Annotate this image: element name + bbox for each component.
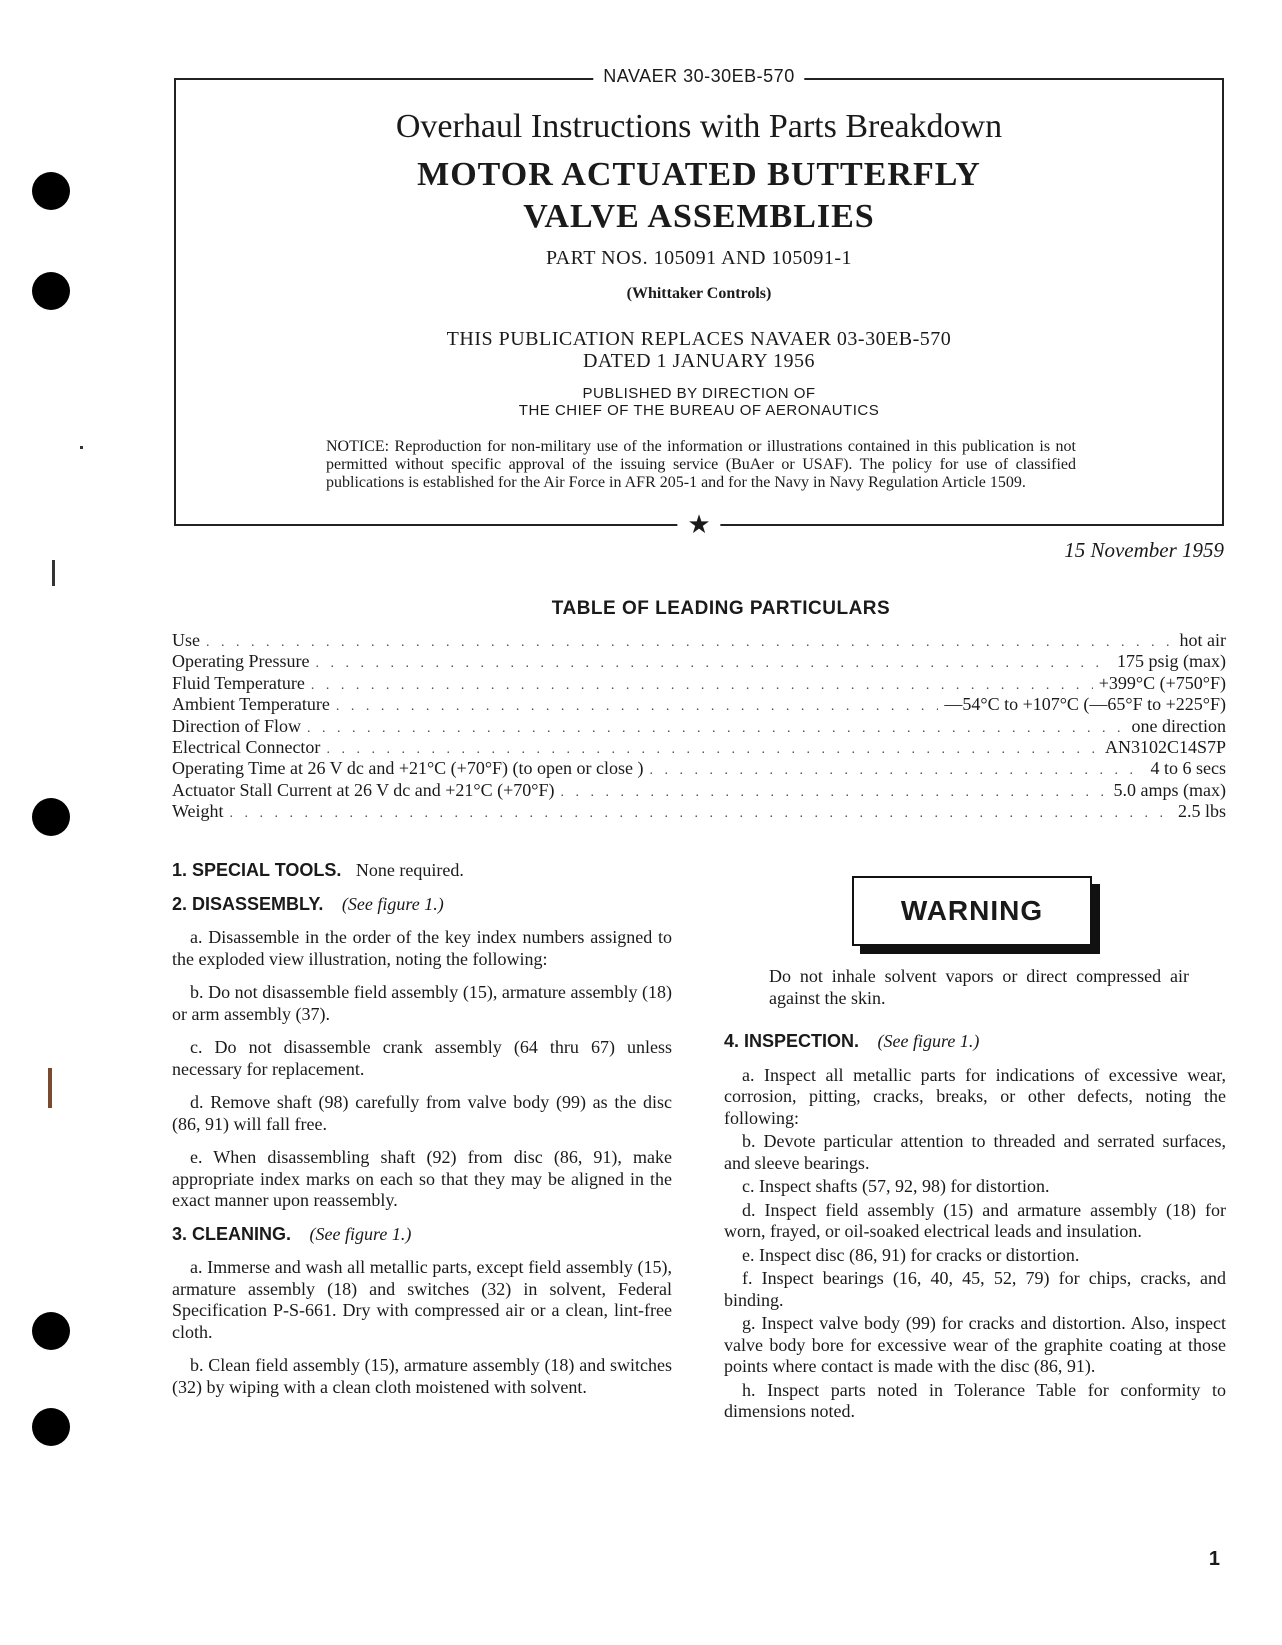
section-special-tools <box>172 860 672 882</box>
row-value: 2.5 lbs <box>1177 801 1226 822</box>
row-value: AN3102C14S7P <box>1104 736 1226 757</box>
row-label: Ambient Temperature <box>172 694 330 715</box>
publication-date: 15 November 1959 <box>1064 538 1224 562</box>
leading-particulars-table <box>172 630 1226 823</box>
document-title: Overhaul Instructions with Parts Breakdown <box>395 108 1003 145</box>
section-heading: 2. DISASSEMBLY. <box>172 893 324 914</box>
row-value: +399°C (+750°F) <box>1098 672 1226 693</box>
warning-label: WARNING <box>900 895 1044 926</box>
section-inspection <box>724 1031 1226 1053</box>
star-icon: ★ <box>677 510 720 540</box>
paragraph: c. Inspect shafts (57, 92, 98) for distortion. <box>742 1176 1050 1196</box>
dot-leader <box>649 760 1144 781</box>
row-label: Operating Pressure <box>172 651 310 672</box>
left-column <box>172 860 672 1410</box>
paragraph: a. Inspect all metallic parts for indications of excessive wear, corrosion, pitting, cracks, breaks, or other defects, noting the following: <box>724 1064 1226 1128</box>
figure-reference: (See figure 1.) <box>877 1031 980 1051</box>
dot-leader <box>307 718 1126 739</box>
figure-reference: (See figure 1.) <box>341 893 444 914</box>
replacement-notice-line-1: THIS PUBLICATION REPLACES NAVAER 03-30EB-570 <box>446 328 952 350</box>
paragraph: f. Inspect bearings (16, 40, 45, 52, 79) for chips, cracks, and binding. <box>724 1268 1226 1310</box>
dot-leader <box>230 803 1172 824</box>
title-block <box>174 66 1224 539</box>
dot-leader <box>336 696 939 717</box>
manufacturer: (Whittaker Controls) <box>626 285 772 302</box>
leading-particulars-title: TABLE OF LEADING PARTICULARS <box>551 598 891 619</box>
part-numbers: PART NOS. 105091 AND 105091-1 <box>545 247 853 269</box>
row-value: 175 psig (max) <box>1117 651 1226 672</box>
paragraph: a. Immerse and wash all metallic parts, except field assembly (15), armature assembly (18) and switches (32) in solvent, Federal Specification P-S-661. Dry with compressed air or a clean, lint-free cloth. <box>172 1257 672 1342</box>
paragraph: d. Inspect field assembly (15) and armature assembly (18) for worn, frayed, or oil-soaked electrical leads and insulation. <box>724 1199 1226 1241</box>
table-row <box>172 758 1226 779</box>
row-label: Actuator Stall Current at 26 V dc and +21°C (+70°F) <box>172 779 555 800</box>
binder-hole-3 <box>32 798 70 836</box>
dot-leader <box>560 782 1107 803</box>
row-label: Use <box>172 630 200 650</box>
table-row <box>172 630 1226 651</box>
margin-mark <box>52 560 55 586</box>
table-row <box>172 673 1226 694</box>
row-value: 4 to 6 secs <box>1150 758 1226 779</box>
margin-mark <box>80 446 83 449</box>
paragraph: e. Inspect disc (86, 91) for cracks or distortion. <box>742 1244 1080 1265</box>
row-label: Weight <box>172 801 224 822</box>
table-row <box>172 780 1226 801</box>
replacement-notice-line-2: DATED 1 JANUARY 1956 <box>582 350 816 372</box>
page-number: 1 <box>1208 1548 1220 1570</box>
paragraph: g. Inspect valve body (99) for cracks and distortion. Also, inspect valve body bore for excessive wear of the graphite coating at those points where contact is made with the disc (86, 91). <box>724 1313 1226 1376</box>
subject-title-line-2: VALVE ASSEMBLIES <box>523 198 875 235</box>
published-by-line-1: PUBLISHED BY DIRECTION OF <box>582 385 816 402</box>
figure-reference: (See figure 1.) <box>309 1223 412 1244</box>
row-value: 5.0 amps (max) <box>1113 779 1226 800</box>
row-label: Fluid Temperature <box>172 672 305 693</box>
section-heading: 1. SPECIAL TOOLS. <box>172 860 342 880</box>
paragraph: b. Devote particular attention to threaded and serrated surfaces, and sleeve bearings. <box>724 1131 1226 1173</box>
binder-hole-2 <box>32 272 70 310</box>
row-label: Operating Time at 26 V dc and +21°C (+70°F) (to open or close ) <box>172 758 644 779</box>
warning-text: Do not inhale solvent vapors or direct compressed air against the skin. <box>769 966 1189 1008</box>
section-text: None required. <box>355 860 464 880</box>
paragraph: d. Remove shaft (98) carefully from valve body (99) as the disc (86, 91) will fall free. <box>172 1092 672 1134</box>
dot-leader <box>206 632 1174 653</box>
paragraph: a. Disassemble in the order of the key index numbers assigned to the exploded view illustration, noting the following: <box>172 927 672 969</box>
table-row <box>172 651 1226 672</box>
table-row <box>172 737 1226 758</box>
row-label: Direction of Flow <box>172 715 301 736</box>
warning-box <box>852 876 1092 946</box>
dot-leader <box>311 675 1093 696</box>
binder-hole-4 <box>32 1312 70 1350</box>
section-disassembly <box>172 894 672 916</box>
published-by-line-2: THE CHIEF OF THE BUREAU OF AERONAUTICS <box>518 402 880 419</box>
section-heading: 4. INSPECTION. <box>724 1031 860 1051</box>
dot-leader <box>326 739 1099 760</box>
binder-hole-5 <box>32 1408 70 1446</box>
paragraph: e. When disassembling shaft (92) from disc (86, 91), make appropriate index marks on each so that they may be aligned in the exact manner upon reassembly. <box>172 1147 672 1210</box>
right-column <box>724 876 1226 1425</box>
table-row <box>172 801 1226 822</box>
section-cleaning <box>172 1224 672 1246</box>
document-number: NAVAER 30-30EB-570 <box>593 66 804 87</box>
dot-leader <box>315 653 1111 674</box>
table-row <box>172 716 1226 737</box>
reproduction-notice: NOTICE: Reproduction for non-military use of the information or illustrations contained in this publication is not permitted without specific approval of the issuing service (BuAer or USAF). The policy for use of classified publications is established for the Air Force in AFR 205-1 and for the Navy in Navy Regulation Article 1509. <box>326 438 1076 491</box>
paragraph: b. Clean field assembly (15), armature assembly (18) and switches (32) by wiping with a clean cloth moistened with solvent. <box>172 1355 672 1397</box>
subject-title-line-1: MOTOR ACTUATED BUTTERFLY <box>417 156 981 193</box>
paragraph: c. Do not disassemble crank assembly (64 thru 67) unless necessary for replacement. <box>172 1037 672 1079</box>
paragraph: b. Do not disassemble field assembly (15), armature assembly (18) or arm assembly (37). <box>172 982 672 1024</box>
row-label: Electrical Connector <box>172 736 321 757</box>
section-heading: 3. CLEANING. <box>172 1223 292 1244</box>
row-value: one direction <box>1131 715 1226 736</box>
binder-hole-1 <box>32 172 70 210</box>
margin-mark <box>48 1068 52 1108</box>
row-value: hot air <box>1179 630 1226 650</box>
paragraph: h. Inspect parts noted in Tolerance Table for conformity to dimensions noted. <box>724 1379 1226 1421</box>
row-value: —54°C to +107°C (—65°F to +225°F) <box>944 694 1226 715</box>
table-row <box>172 694 1226 715</box>
